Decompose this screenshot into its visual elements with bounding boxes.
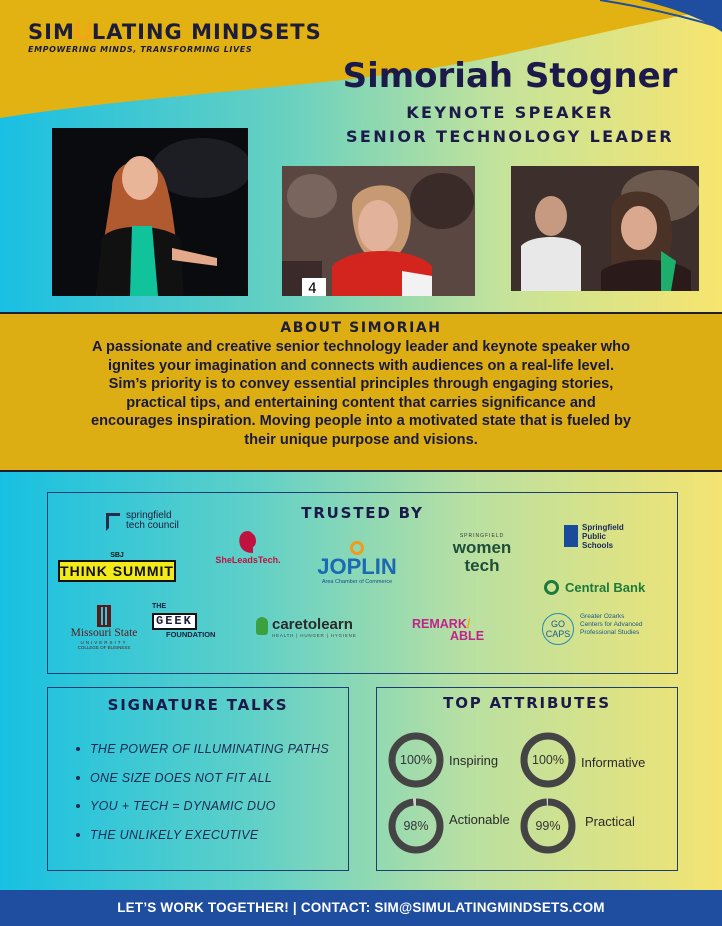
logo-springfield-women-tech bbox=[442, 533, 522, 575]
talks-list bbox=[76, 742, 329, 856]
attribute-ring bbox=[388, 798, 444, 854]
joplin-sub: Area Chamber of Commerce bbox=[321, 579, 393, 585]
logo-u-icon bbox=[76, 22, 91, 41]
attribute-ring bbox=[388, 732, 444, 788]
footer-contact-bar: LET’S WORK TOGETHER! | CONTACT: SIM@SIMULATINGMINDSETS.COM bbox=[0, 890, 722, 926]
missouri-state-2: UNIVERSITY bbox=[80, 640, 128, 645]
joplin-label: JOPLIN bbox=[317, 554, 397, 579]
logo-text-start: SIM bbox=[28, 20, 75, 44]
geek-1: THE bbox=[152, 603, 166, 610]
brand-logo bbox=[28, 20, 322, 54]
gocaps-1: GO bbox=[550, 619, 565, 629]
gocaps-2: CAPS bbox=[545, 629, 571, 639]
joplin-j-icon bbox=[350, 541, 364, 555]
audience-photo-2 bbox=[511, 166, 699, 291]
attribute-label: Actionable bbox=[449, 812, 510, 827]
logo-caretolearn bbox=[256, 617, 357, 638]
sps-1: Springfield bbox=[582, 523, 624, 532]
sps-2: Public bbox=[582, 532, 607, 541]
geek-3: FOUNDATION bbox=[166, 630, 216, 639]
attribute-ring bbox=[520, 798, 576, 854]
talk-item: THE UNLIKELY EXECUTIVE bbox=[76, 828, 329, 857]
trusted-by-box bbox=[47, 492, 678, 674]
about-line: practical tips, and entertaining content that carries significance and bbox=[126, 394, 596, 411]
missouri-state-3: COLLEGE OF BUSINESS bbox=[77, 645, 131, 650]
caretolearn-sub: HEALTH | HUNGER | HYGIENE bbox=[272, 633, 357, 638]
springfield-tech-1: springfield bbox=[126, 510, 172, 521]
remarkable-slash-icon: / bbox=[466, 617, 471, 631]
central-bank-icon bbox=[544, 580, 559, 595]
missouri-state-label: Missouri State bbox=[70, 627, 138, 639]
about-heading: ABOUT SIMORIAH bbox=[280, 320, 442, 336]
trusted-heading: TRUSTED BY bbox=[301, 504, 424, 522]
women-tech-top: SPRINGFIELD bbox=[459, 533, 505, 539]
sps-3: Schools bbox=[582, 541, 614, 550]
geek-2: GEEK bbox=[152, 613, 197, 630]
attribute-percent: 100% bbox=[400, 753, 432, 767]
audience-photo-1 bbox=[282, 166, 475, 296]
about-section bbox=[0, 312, 722, 472]
top-attributes-box bbox=[376, 687, 678, 871]
attribute-percent: 99% bbox=[535, 819, 561, 833]
signature-talks-box bbox=[47, 687, 349, 871]
logo-springfield-tech-council bbox=[106, 511, 179, 531]
talk-item: ONE SIZE DOES NOT FIT ALL bbox=[76, 771, 329, 800]
gocaps-badge bbox=[542, 613, 574, 645]
about-line: encourages inspiration. Moving people into a motivated state that is fueled by bbox=[90, 413, 632, 429]
attribute-percent: 100% bbox=[532, 753, 564, 767]
logo-central-bank bbox=[544, 580, 645, 596]
logo-text-end: LATING MINDSETS bbox=[91, 20, 322, 44]
springfield-s-icon bbox=[106, 513, 120, 531]
logo-geek-foundation bbox=[152, 603, 222, 640]
missouri-state-tower-icon bbox=[97, 605, 111, 627]
remarkable-2: ABLE bbox=[450, 629, 485, 643]
logo-joplin bbox=[312, 541, 402, 585]
attributes-heading: TOP ATTRIBUTES bbox=[443, 694, 611, 712]
central-bank-label: Central Bank bbox=[565, 580, 646, 595]
speaker-name: Simoriah Stogner bbox=[342, 56, 678, 96]
about-line: A passionate and creative senior technology leader and keynote speaker who bbox=[92, 339, 630, 355]
sheleads-head-icon bbox=[235, 529, 261, 555]
about-line: Sim’s priority is to convey essential principles through engaging stories, bbox=[108, 376, 614, 392]
attribute-label: Practical bbox=[585, 814, 635, 829]
about-text bbox=[41, 338, 681, 449]
logo-tagline: EMPOWERING MINDS, TRANSFORMING LIVES bbox=[28, 45, 253, 54]
caretolearn-hand-icon bbox=[256, 617, 268, 635]
women-tech-1: women bbox=[452, 538, 512, 557]
logo-think-summit bbox=[58, 551, 176, 582]
springfield-tech-2: tech council bbox=[126, 520, 179, 531]
logo-remarkable bbox=[412, 617, 484, 643]
attribute-label: Inspiring bbox=[449, 753, 499, 768]
about-line: their unique purpose and visions. bbox=[244, 431, 478, 448]
gocaps-3: Greater Ozarks bbox=[580, 613, 625, 620]
attribute-label: Informative bbox=[581, 755, 646, 770]
svg-text:4: 4 bbox=[308, 281, 317, 296]
remarkable-1: REMARK bbox=[412, 617, 467, 631]
about-line: ignites your imagination and connects with audiences on a real-life level. bbox=[107, 357, 615, 374]
speaker-photo bbox=[52, 128, 248, 296]
gocaps-4: Centers for Advanced bbox=[580, 621, 643, 628]
role-senior-tech: SENIOR TECHNOLOGY LEADER bbox=[345, 127, 675, 146]
talk-item: YOU + TECH = DYNAMIC DUO bbox=[76, 799, 329, 828]
logo-sheleadstech bbox=[214, 529, 282, 565]
sheleads-label: SheLeadsTech. bbox=[215, 555, 281, 565]
women-tech-2: tech bbox=[464, 556, 500, 575]
logo-springfield-public-schools bbox=[564, 523, 624, 550]
think-summit-top: SBJ bbox=[110, 552, 124, 559]
role-keynote: KEYNOTE SPEAKER bbox=[406, 103, 614, 122]
talks-heading: SIGNATURE TALKS bbox=[107, 696, 289, 714]
logo-missouri-state bbox=[62, 605, 146, 650]
attribute-percent: 98% bbox=[403, 819, 429, 833]
gocaps-5: Professional Studies bbox=[580, 629, 640, 636]
caretolearn-label: caretolearn bbox=[272, 616, 353, 633]
think-summit-label: THINK SUMMIT bbox=[58, 560, 176, 582]
attribute-ring bbox=[520, 732, 576, 788]
sps-square-icon bbox=[564, 525, 578, 547]
talk-item: THE POWER OF ILLUMINATING PATHS bbox=[76, 742, 329, 771]
logo-gocaps bbox=[542, 613, 643, 637]
